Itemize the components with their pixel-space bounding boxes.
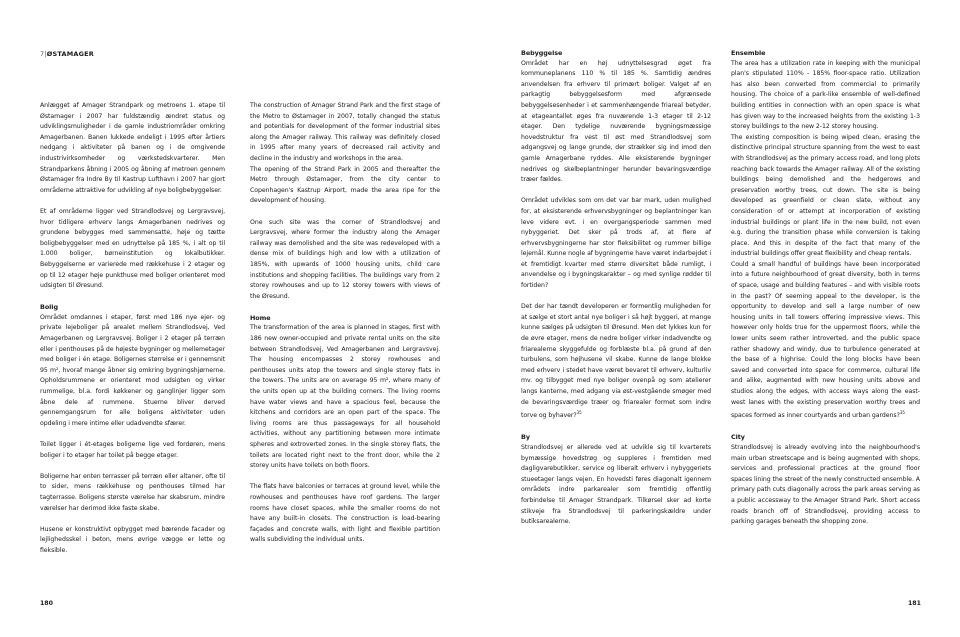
- section-separator: |: [44, 50, 47, 58]
- section-number: 7: [40, 50, 45, 58]
- paragraph: Området omdannes i etaper, først med 186 nye ejer- og private lejeboliger på arealet mellem Strandlodsvej, Ved Amagerbanen og Lergravsvej. Boliger i 2 etager på terræn eller i penthouses på de højeste bygninger og mellemetager med boliger i én etage. Boligernes størrelse er i gennemsnit 95 m², hvoraf mange åbner sig omkring bygningshjørnerne. Opholdsrummene er orienteret mod udsigten og virker rummelige, bl.a. fordi køkkener og ganglinjer ligger som åbne dele af rummene. Stuerne bliver derved gennemgangsrum for alle boligens aktiviteter uden opdeling i mere intime eller udadvendte sfærer.: [40, 313, 225, 427]
- footnote-ref: 35: [576, 410, 582, 416]
- subheading-city: City: [731, 433, 745, 442]
- paragraph: Et af områderne ligger ved Strandlodsvej og Lergravsvej, hvor tidligere erhverv langs Amagerbanen nedrives og grundene bebygges med sammensatte, høje og tætte boligbebyggelser med en udnyttelse på 185 %, i alt op til 1.000 boliger, børneinstitution og lokalbutikker. Bebyggelserne er varierede med rækkehuse i 2 etager og op til 12 etager høje punkthuse med boliger orienteret mod udsigten til Øresund.: [40, 207, 225, 290]
- paragraph: Strandlodsvej is already evolving into the neighbourhood's main urban streetscape and is being augmented with shops, services and professional practices at the ground floor spaces lining the street of the newly constructed ensemble. A primary path cuts diagonally across the park areas serving as a public accessway to the Amager Strand Park. Short access roads branch off of Strandlodsvej, providing access to parking garages beneath the shopping zone.: [731, 444, 920, 526]
- left-english-column: [250, 101, 440, 546]
- paragraph: [521, 302, 711, 422]
- paragraph: Boligerne har enten terrasser på terræn eller altaner, ofte til to sider, mens rækkehuse og penthouses tilmed har tagterrasse. Boligens største værelse har skabsrum, mindre værelser har derimod ikke faste skabe.: [40, 472, 225, 512]
- subheading-home: Home: [250, 313, 271, 322]
- right-danish-column: [521, 48, 711, 528]
- page-number-left: 180: [40, 600, 53, 607]
- subheading-bolig: Bolig: [40, 303, 58, 312]
- section-title: ØSTAMAGER: [46, 50, 94, 58]
- paragraph: The transformation of the area is planned in stages, first with 186 new owner-occupied and private rental units on the site between Strandlodsvej, Ved Amagerbanen and Lergravsvej. The housing encompasses 2 storey rowhouses and penthouses units atop the towers and single storey flats in the towers. The units are on average 95 m², where many of the units open up at the building corners. The living rooms have water views and have a spacious feel, because the kitchens and corridors are an open part of the space. The living rooms are thus passageways for all household activities, without any partitioning between more intimate spheres and extroverted zones. In the single storey flats, the toilets are located right next to the front door, while the 2 storey units have toilets on both floors.: [250, 324, 440, 470]
- paragraph: Området udvikles som om det var bar mark, uden mulighed for, at eksisterende erhvervsbygninger og beplantninger kan leve videre evt. i en overgangsperiode sammen med nybyggeriet. Det sker på trods af, at flere af erhvervsbygningerne har stor fleksibilitet og rummer billige lejemål. Kunne nogle af bygningerne have været indarbejdet i et fremtidigt kvarter med større diversitet både rumligt, i anvendelse og i bygningskarakter – og med synlige rødder til fortiden?: [521, 197, 711, 290]
- paragraph: Toilet ligger i ét-etages boligerne lige ved fordøren, mens boliger i to etager har toilet på begge etager.: [40, 441, 225, 459]
- left-danish-column: [40, 101, 225, 557]
- paragraph: One such site was the corner of Strandlodsvej and Lergravsvej, where former the industry along the Amager railway was demolished and the site was redeveloped with a dense mix of buildings high and low with a utilization of 185%, with upwards of 1000 housing units, child care institutions and shopping facilities. The buildings vary from 2 storey rowhouses and up to 12 storey towers with views of the Øresund.: [250, 218, 440, 300]
- paragraph: Strandlodsvej er allerede ved at udvikle sig til kvarterets bymæssige hovedstrøg og suppleres i fremtiden med dagligvarebutikker, service og liberalt erhverv i nybyggeriets stueetager langs vejen. En hovedsti føres diagonalt igennem områdets indre parkarealer som fremtidig offentlig forbindelse til Amager Strandpark. Tilkørsel sker ad korte stikveje fra Strandlodsvej til parkeringskældre under butiksarealerne.: [521, 444, 711, 526]
- page-number-right: 181: [908, 600, 921, 607]
- paragraph: [731, 260, 920, 422]
- subheading-ensemble: Ensemble: [731, 49, 766, 57]
- paragraph: The construction of Amager Strand Park and the first stage of the Metro to Østamager in 2007, totally changed the status and potentials for development of the former industrial sites along the Amager railway. This railway was definitely closed in 1995 after many years of decreased rail activity and decline in the industry and workshops in the area.: [250, 102, 440, 162]
- subheading-bebyggelse: Bebyggelse: [521, 49, 563, 57]
- paragraph: Anlægget af Amager Strandpark og metroens 1. etape til Østamager i 2007 har fuldstændig ændret status og udviklingsmuligheder i de gamle industriområder omkring Amagerbanen. Banen lukkede endeligt i 1995 efter årtiers nedgang i aktiviteter på banen og i de omgivende industrivirksomheder og værkstedskvarterer. Men Strandparkens åbning i 2005 og åbning af metroen gennem Østamager fra Indre By til Kastrup Lufthavn i 2007 har gjort områderne attraktive for udvikling af nye boligbebyggelser.: [40, 102, 225, 194]
- right-english-column: [731, 48, 920, 528]
- subheading-by: By: [521, 433, 530, 442]
- paragraph: Området har en høj udnyttelsesgrad øget fra kommuneplanens 110 % til 185 %. Samtidig ændres anvendelsen fra erhverv til primært boliger. Valget af en parkagtig bebyggelsesform med afgrænsede bebyggelsesenheder i et sammenhængende friareal betyder, at etageantallet øges fra nuværende 1-3 etager til 2-12 etager. Den tydelige nuværende bygningsmæssige hovedstruktur fra vest til øst med Strandlodsvej som adgangsvej og lange grunde, der strækker sig ind imod den gamle Amagerbane ryddes. Alle eksisterende bygninger nedrives og skelbeplantninger herunder bevaringsværdige træer fældes.: [521, 59, 711, 184]
- footnote-ref: 35: [899, 410, 905, 416]
- paragraph: The flats have balconies or terraces at ground level, while the rowhouses and penthouses have roof gardens. The larger rooms have closet spaces, while the smaller rooms do not have any built-in closets. The construction is load-bearing façades and concrete walls, with light and flexible partition walls subdividing the individual units.: [250, 483, 440, 544]
- section-header: [40, 50, 94, 58]
- paragraph: The existing composition is being wiped clean, erasing the distinctive principal structure spanning from the west to east with Strandlodsvej as the primary access road, and long plots reaching back towards the Amager railway. All of the existing buildings being demolished and the hedgerows and preservation worthy trees, cut down. The site is being developed as greenfield or clean slate, without any consideration of or attempt at incorporation of existing industrial buildings or plant life in the new build, not even e.g. during the transition phase while conversion is taking place. And this in despite of the fact that many of the industrial buildings offer great flexibility and cheap rentals.: [731, 133, 920, 258]
- paragraph: The area has a utilization rate in keeping with the municipal plan's stipulated 110% - 185% floor-space ratio. Utilization has also been converted from commercial to primarily housing. The choice of a park-like ensemble of well-defined building entities in connection with an open space is what has given way to the increased heights from the existing 1-3 storey buildings to the new 2-12 storey housing.: [731, 59, 920, 131]
- paragraph: The opening of the Strand Park in 2005 and thereafter the Metro through Østamager, from the city center to Copenhagen's Kastrup Airport, made the area ripe for the development of housing.: [250, 165, 440, 205]
- paragraph-text: Det der har tændt developeren er formentlig muligheden for at sælge et stort antal nye boliger i så højt byggeri, at mange kunne sælges på udsigten til Øresund. Men det lykkes kun for de øvre etager, mens de nedre boliger virker indadvendte og friarealerne skyggefulde og forblæste bl.a. på grund af den turbulens, som højhusene vil skabe. Kunne de lange blokke med erhverv i stedet have været bevaret til erhverv, kulturliv mv. og tilbygget med nye boliger ovenpå og som atelierer langs kanterne, med adgang via øst-vestgående smøger med de bevaringsværdige træer og friarealer formet som indre torve og byhaver?: [521, 303, 711, 420]
- paragraph-text: Could a small handful of buildings have been incorporated into a future neighbourhood of great diversity, both in terms of space, usage and building features – and with visible roots in the past? Of seeming appeal to the developer, is the opportunity to develop and sell a large number of new housing units in tall towers offering impressive views. This however only holds true for the uppermost floors, while the lower units seem rather introverted, and the public space rather shadowy and windy, due to turbulence generated at the base of a highrise. Could the long blocks have been saved and converted into space for commerce, cultural life and alike, augmented with new housing units above and studios along the edges, with access ways along the east-west lanes with the existing preservation worthy trees and spaces formed as inner courtyards and urban gardens?: [731, 260, 920, 420]
- paragraph: Husene er konstruktivt opbygget med bærende facader og lejlighedsskel i beton, mens øvrige vægge er lette og fleksible.: [40, 525, 225, 554]
